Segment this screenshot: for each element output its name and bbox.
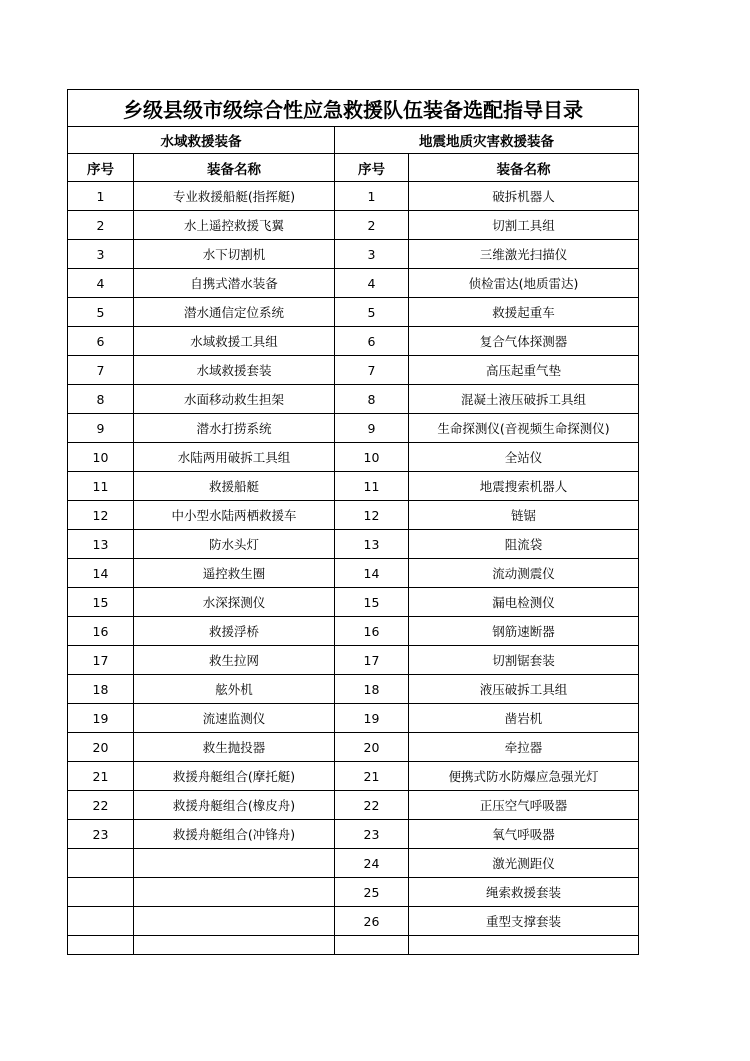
column-header-row	[68, 154, 639, 182]
quake-equipment-name-cell: 阻流袋	[409, 530, 639, 559]
table-row	[68, 501, 639, 530]
quake-index-cell: 22	[335, 791, 409, 820]
table-row	[68, 559, 639, 588]
table-row	[68, 443, 639, 472]
quake-index-cell: 25	[335, 878, 409, 907]
water-equipment-name-cell: 防水头灯	[134, 530, 335, 559]
water-index-cell: 11	[68, 472, 134, 501]
quake-index-cell: 2	[335, 211, 409, 240]
water-index-cell: 6	[68, 327, 134, 356]
table-row	[68, 791, 639, 820]
table-row	[68, 182, 639, 211]
quake-index-cell	[335, 936, 409, 955]
water-index-cell: 23	[68, 820, 134, 849]
water-equipment-name-cell	[134, 878, 335, 907]
water-equipment-name-cell: 潜水通信定位系统	[134, 298, 335, 327]
water-equipment-name-cell: 救生拉网	[134, 646, 335, 675]
water-index-cell: 22	[68, 791, 134, 820]
quake-equipment-name-cell: 生命探测仪(音视频生命探测仪)	[409, 414, 639, 443]
water-index-cell	[68, 878, 134, 907]
quake-index-cell: 8	[335, 385, 409, 414]
table-row	[68, 211, 639, 240]
quake-equipment-name-cell: 链锯	[409, 501, 639, 530]
table-row	[68, 675, 639, 704]
quake-index-cell: 9	[335, 414, 409, 443]
quake-equipment-name-cell: 切割锯套装	[409, 646, 639, 675]
water-index-cell: 13	[68, 530, 134, 559]
quake-index-cell: 24	[335, 849, 409, 878]
water-equipment-name-cell: 救援舟艇组合(摩托艇)	[134, 762, 335, 791]
quake-equipment-name-cell: 复合气体探测器	[409, 327, 639, 356]
water-equipment-name-cell: 救援浮桥	[134, 617, 335, 646]
water-index-cell: 12	[68, 501, 134, 530]
quake-name-header: 装备名称	[409, 154, 639, 182]
quake-index-cell: 23	[335, 820, 409, 849]
quake-equipment-name-cell: 正压空气呼吸器	[409, 791, 639, 820]
table-row	[68, 472, 639, 501]
water-index-cell: 19	[68, 704, 134, 733]
quake-equipment-name-cell: 牵拉器	[409, 733, 639, 762]
quake-index-cell: 16	[335, 617, 409, 646]
water-equipment-name-cell	[134, 849, 335, 878]
quake-equipment-name-cell: 高压起重气垫	[409, 356, 639, 385]
table-row	[68, 385, 639, 414]
water-equipment-name-cell: 舷外机	[134, 675, 335, 704]
water-index-cell: 10	[68, 443, 134, 472]
water-index-cell: 9	[68, 414, 134, 443]
quake-equipment-name-cell: 救援起重车	[409, 298, 639, 327]
water-index-cell: 2	[68, 211, 134, 240]
quake-index-cell: 6	[335, 327, 409, 356]
quake-equipment-name-cell	[409, 936, 639, 955]
table-body	[68, 182, 639, 955]
water-index-cell: 4	[68, 269, 134, 298]
table-row	[68, 849, 639, 878]
water-equipment-name-cell: 水陆两用破拆工具组	[134, 443, 335, 472]
water-equipment-name-cell: 潜水打捞系统	[134, 414, 335, 443]
title-row	[68, 90, 639, 127]
quake-index-cell: 20	[335, 733, 409, 762]
quake-equipment-name-cell: 地震搜索机器人	[409, 472, 639, 501]
water-equipment-name-cell: 水深探测仪	[134, 588, 335, 617]
table-row	[68, 414, 639, 443]
water-index-cell: 21	[68, 762, 134, 791]
water-equipment-name-cell: 救援舟艇组合(冲锋舟)	[134, 820, 335, 849]
quake-index-cell: 12	[335, 501, 409, 530]
quake-index-cell: 19	[335, 704, 409, 733]
water-name-header: 装备名称	[134, 154, 335, 182]
water-equipment-name-cell: 水上遥控救援飞翼	[134, 211, 335, 240]
table-row	[68, 733, 639, 762]
quake-equipment-name-cell: 全站仪	[409, 443, 639, 472]
table-row	[68, 298, 639, 327]
water-index-header: 序号	[68, 154, 134, 182]
quake-index-cell: 11	[335, 472, 409, 501]
water-index-cell: 16	[68, 617, 134, 646]
table-row	[68, 762, 639, 791]
quake-index-cell: 14	[335, 559, 409, 588]
water-index-cell	[68, 849, 134, 878]
equipment-catalog-table	[67, 89, 639, 955]
water-index-cell: 3	[68, 240, 134, 269]
section-earthquake-rescue: 地震地质灾害救援装备	[335, 127, 639, 154]
water-index-cell: 7	[68, 356, 134, 385]
water-index-cell: 14	[68, 559, 134, 588]
quake-index-cell: 3	[335, 240, 409, 269]
quake-index-cell: 13	[335, 530, 409, 559]
table-row	[68, 820, 639, 849]
quake-equipment-name-cell: 凿岩机	[409, 704, 639, 733]
quake-index-cell: 10	[335, 443, 409, 472]
quake-equipment-name-cell: 流动测震仪	[409, 559, 639, 588]
water-index-cell: 18	[68, 675, 134, 704]
water-equipment-name-cell: 中小型水陆两栖救援车	[134, 501, 335, 530]
water-equipment-name-cell	[134, 907, 335, 936]
table-row	[68, 530, 639, 559]
quake-index-header: 序号	[335, 154, 409, 182]
table-row	[68, 907, 639, 936]
quake-equipment-name-cell: 氧气呼吸器	[409, 820, 639, 849]
quake-index-cell: 17	[335, 646, 409, 675]
table-row	[68, 617, 639, 646]
quake-index-cell: 5	[335, 298, 409, 327]
quake-index-cell: 7	[335, 356, 409, 385]
water-equipment-name-cell: 自携式潜水装备	[134, 269, 335, 298]
water-index-cell: 20	[68, 733, 134, 762]
quake-equipment-name-cell: 钢筋速断器	[409, 617, 639, 646]
water-equipment-name-cell: 专业救援船艇(指挥艇)	[134, 182, 335, 211]
section-header-row	[68, 127, 639, 154]
water-equipment-name-cell	[134, 936, 335, 955]
quake-index-cell: 26	[335, 907, 409, 936]
section-water-rescue: 水域救援装备	[68, 127, 335, 154]
water-index-cell	[68, 907, 134, 936]
water-index-cell: 8	[68, 385, 134, 414]
quake-equipment-name-cell: 便携式防水防爆应急强光灯	[409, 762, 639, 791]
table-row	[68, 327, 639, 356]
table-row	[68, 704, 639, 733]
water-equipment-name-cell: 救援船艇	[134, 472, 335, 501]
table-row	[68, 588, 639, 617]
table-row	[68, 646, 639, 675]
quake-equipment-name-cell: 绳索救援套装	[409, 878, 639, 907]
water-equipment-name-cell: 水域救援工具组	[134, 327, 335, 356]
water-equipment-name-cell: 遥控救生圈	[134, 559, 335, 588]
water-equipment-name-cell: 救援舟艇组合(橡皮舟)	[134, 791, 335, 820]
table-row	[68, 356, 639, 385]
quake-equipment-name-cell: 侦检雷达(地质雷达)	[409, 269, 639, 298]
quake-index-cell: 21	[335, 762, 409, 791]
water-equipment-name-cell: 水面移动救生担架	[134, 385, 335, 414]
water-index-cell: 15	[68, 588, 134, 617]
quake-equipment-name-cell: 切割工具组	[409, 211, 639, 240]
table-row	[68, 878, 639, 907]
water-index-cell: 1	[68, 182, 134, 211]
water-equipment-name-cell: 水域救援套装	[134, 356, 335, 385]
water-equipment-name-cell: 水下切割机	[134, 240, 335, 269]
table-row	[68, 936, 639, 955]
quake-index-cell: 4	[335, 269, 409, 298]
water-equipment-name-cell: 流速监测仪	[134, 704, 335, 733]
table-row	[68, 240, 639, 269]
water-index-cell	[68, 936, 134, 955]
quake-equipment-name-cell: 混凝土液压破拆工具组	[409, 385, 639, 414]
table-row	[68, 269, 639, 298]
water-equipment-name-cell: 救生抛投器	[134, 733, 335, 762]
water-index-cell: 17	[68, 646, 134, 675]
quake-index-cell: 15	[335, 588, 409, 617]
quake-equipment-name-cell: 三维激光扫描仪	[409, 240, 639, 269]
quake-index-cell: 18	[335, 675, 409, 704]
quake-equipment-name-cell: 重型支撑套装	[409, 907, 639, 936]
quake-equipment-name-cell: 破拆机器人	[409, 182, 639, 211]
quake-index-cell: 1	[335, 182, 409, 211]
quake-equipment-name-cell: 漏电检测仪	[409, 588, 639, 617]
page-title: 乡级县级市级综合性应急救援队伍装备选配指导目录	[68, 90, 639, 127]
water-index-cell: 5	[68, 298, 134, 327]
quake-equipment-name-cell: 液压破拆工具组	[409, 675, 639, 704]
quake-equipment-name-cell: 激光测距仪	[409, 849, 639, 878]
